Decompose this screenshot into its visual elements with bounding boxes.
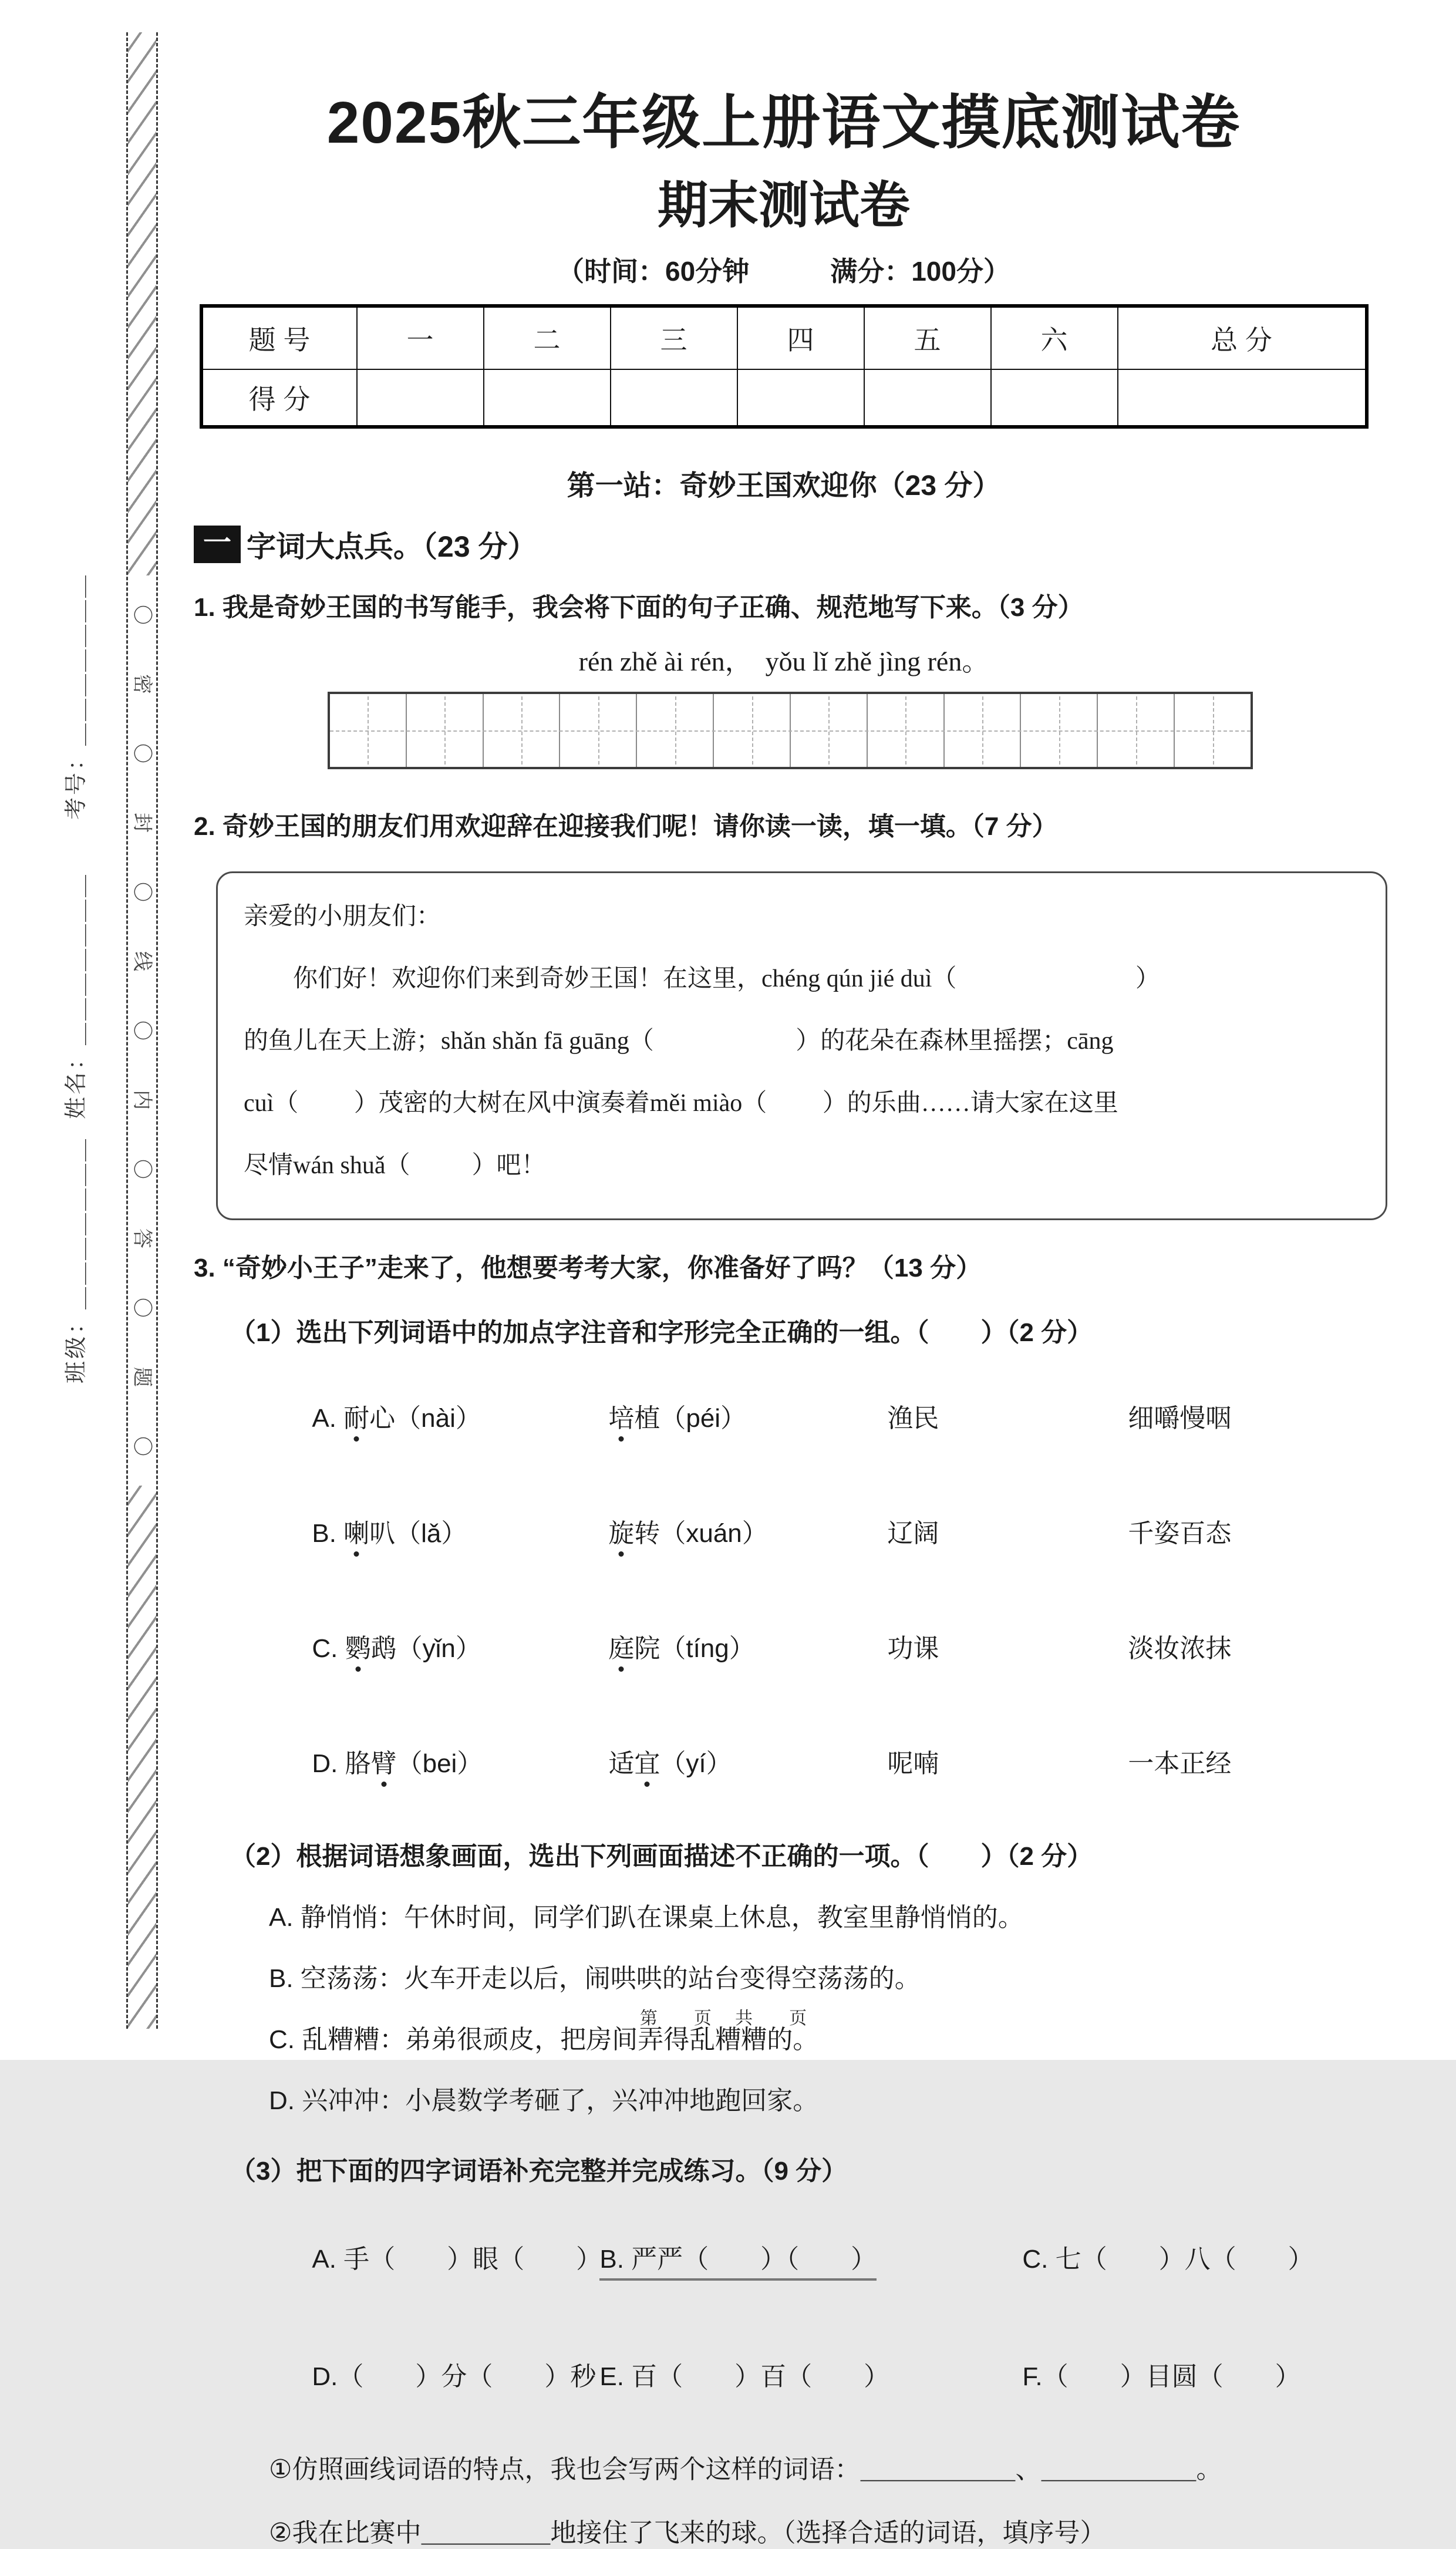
question-3-3: （3）把下面的四字词语补充完整并完成练习。（9 分） (230, 2157, 848, 2186)
seal-char: 内 (131, 1090, 153, 1110)
score-header-cell: 总 分 (1118, 306, 1367, 369)
question-2: 2. 奇妙王国的朋友们用欢迎辞在迎接我们呢！请你读一读，填一填。（7 分） (194, 812, 1058, 841)
seal-char: 答 (131, 1228, 153, 1248)
student-name-label: 姓名：＿＿＿＿＿＿＿ (64, 873, 89, 1120)
writing-cell (407, 694, 484, 767)
choice-row-a (269, 1368, 1374, 1464)
choice-label: C. (312, 1634, 345, 1664)
score-blank-cell (737, 369, 864, 427)
word-char: 适 (608, 1749, 635, 1779)
picture-option-c: C. 乱糟糟：弟弟很顽皮，把房间弄得乱糟糟的。 (269, 2025, 819, 2055)
idiom-row-2 (269, 2326, 1374, 2422)
page-footer: 第 页 共 页 (639, 2009, 817, 2028)
seal-line-text (132, 575, 152, 1486)
exam-content (194, 0, 1374, 2549)
score-header-cell: 三 (611, 306, 737, 369)
word: 呢喃 (887, 1749, 939, 1779)
word-rest: 转（xuán） (634, 1519, 768, 1548)
seal-char: 密 (131, 674, 153, 694)
seal-hatch-top (128, 32, 156, 575)
writing-cell (1098, 694, 1175, 767)
letter-line: 你们好！欢迎你们来到奇妙王国！在这里，chéng qún jié duì（ ） (244, 965, 1160, 992)
word: 功课 (887, 1634, 939, 1664)
writing-cell (945, 694, 1022, 767)
seal-char: 线 (131, 951, 153, 971)
dotted-char: 鹦 (345, 1627, 371, 1665)
writing-cell (1175, 694, 1251, 767)
idiom-blank-c: C. 七（ ）八（ ） (1022, 2245, 1314, 2274)
idiom-blank-e: E. 百（ ）百（ ） (599, 2362, 890, 2392)
writing-cell (868, 694, 945, 767)
picture-option-b: B. 空荡荡：火车开走以后，闹哄哄的站台变得空荡荡的。 (269, 1964, 921, 1994)
section-one-heading (194, 523, 1374, 565)
dotted-char: 臂 (371, 1742, 397, 1780)
writing-cell (714, 694, 791, 767)
picture-option-d: D. 兴冲冲：小晨数学考砸了，兴冲冲地跑回家。 (269, 2086, 819, 2116)
seal-char: 题 (131, 1367, 153, 1387)
picture-option-a: A. 静悄悄：午休时间，同学们趴在课桌上休息，教室里静悄悄的。 (269, 1903, 1024, 1932)
word-rest: 鹉（yǐn） (370, 1634, 481, 1664)
score-header-cell: 六 (991, 306, 1118, 369)
seal-line-strip (126, 32, 158, 2029)
dotted-char: 喇 (343, 1512, 369, 1550)
writing-cell (637, 694, 714, 767)
word: 细嚼慢咽 (1128, 1404, 1232, 1433)
writing-cell (330, 694, 407, 767)
word: 淡妆浓抹 (1128, 1634, 1232, 1664)
dotted-char: 耐 (343, 1397, 369, 1435)
score-row-label: 得 分 (201, 369, 357, 427)
word: 一本正经 (1128, 1749, 1232, 1779)
seal-char: 〇 (131, 1021, 153, 1041)
score-table (200, 304, 1369, 429)
seal-char: 〇 (131, 605, 153, 625)
seal-char: 〇 (131, 1159, 153, 1179)
dotted-char: 庭 (608, 1627, 634, 1665)
question-3-1: （1）选出下列词语中的加点字注音和字形完全正确的一组。（ ）（2 分） (230, 1318, 1093, 1348)
question-1: 1. 我是奇妙王国的书写能手，我会将下面的句子正确、规范地写下来。（3 分） (194, 593, 1084, 622)
choice-row-b (269, 1483, 1374, 1579)
choice-label: A. (312, 1404, 344, 1433)
dotted-char: 培 (608, 1397, 634, 1435)
letter-salutation: 亲爱的小朋友们： (244, 903, 441, 930)
seal-char: 〇 (131, 882, 153, 902)
idiom-blank-f: F.（ ）目圆（ ） (1022, 2362, 1301, 2392)
writing-cell (1021, 694, 1098, 767)
page-subtitle: 期末测试卷 (658, 177, 910, 234)
question-3: 3. “奇妙小王子”走来了，他想要考考大家，你准备好了吗？（13 分） (194, 1253, 982, 1282)
word-rest: （yí） (660, 1749, 732, 1779)
word: 辽阔 (887, 1519, 939, 1548)
word-rest: 叭（lǎ） (369, 1519, 467, 1548)
seal-hatch-bottom (128, 1486, 156, 2029)
letter-line: 尽情wán shuǎ（ ）吧！ (244, 1151, 546, 1179)
idiom-blank-d: D.（ ）分（ ）秒 (312, 2362, 596, 2392)
score-header-cell: 题 号 (201, 306, 357, 369)
score-blank-cell (1118, 369, 1367, 427)
word: 渔民 (887, 1404, 939, 1433)
score-header-cell: 五 (864, 306, 991, 369)
score-blank-cell (484, 369, 611, 427)
writing-cell (791, 694, 868, 767)
score-table-header-row (201, 306, 1367, 369)
score-header-cell: 二 (484, 306, 611, 369)
choice-label: B. (312, 1519, 344, 1548)
word-rest: 心（nài） (369, 1404, 481, 1433)
page-title: 2025秋三年级上册语文摸底测试卷 (326, 90, 1241, 156)
question-3-2: （2）根据词语想象画面，选出下列画面描述不正确的一项。（ ）（2 分） (230, 1842, 1093, 1871)
seal-char: 封 (131, 813, 153, 833)
seal-char: 〇 (131, 1436, 153, 1456)
letter-line: cuì（ ）茂密的大树在风中演奏着měi miào（ ）的乐曲……请大家在这里 (244, 1089, 1118, 1117)
score-blank-cell (991, 369, 1118, 427)
exam-meta: （时间：60分钟 满分：100分） (557, 256, 1010, 287)
letter-line: 的鱼儿在天上游；shǎn shǎn fā guāng（ ）的花朵在森林里摇摆；cāng (244, 1027, 1114, 1055)
seal-char: 〇 (131, 1298, 153, 1318)
section-title: 字词大点兵。（23 分） (247, 530, 537, 563)
station-heading: 第一站：奇妙王国欢迎你（23 分） (567, 470, 1001, 501)
choice-row-d (269, 1713, 1374, 1809)
section-number-badge: 一 (194, 526, 241, 564)
idiom-row-1 (269, 2208, 1374, 2305)
dotted-char: 旋 (608, 1512, 634, 1550)
question-1-pinyin: rén zhě ài rén， yǒu lǐ zhě jìng rén。 (578, 646, 989, 677)
word: 千姿百态 (1128, 1519, 1232, 1548)
choice-label: D. (312, 1749, 345, 1779)
word-char: 胳 (345, 1749, 371, 1779)
choice-row-c (269, 1598, 1374, 1694)
score-blank-cell (864, 369, 991, 427)
idiom-blank-b-underlined: B. 严严（ ）（ ） (599, 2245, 877, 2281)
seal-char: 〇 (131, 743, 153, 763)
word-rest: （bei） (396, 1749, 483, 1779)
dotted-char: 宜 (634, 1742, 660, 1780)
score-header-cell: 四 (737, 306, 864, 369)
class-label: 班级：＿＿＿＿＿＿＿ (64, 1137, 89, 1384)
idiom-blank-a: A. 手（ ）眼（ ） (312, 2245, 602, 2274)
exam-number-label: 考号：＿＿＿＿＿＿＿ (64, 573, 89, 820)
writing-cell (560, 694, 637, 767)
exercise-1: ①仿照画线词语的特点，我也会写两个这样的词语：＿＿＿＿＿＿、＿＿＿＿＿＿。 (269, 2455, 1222, 2484)
welcome-letter-box (216, 871, 1387, 1220)
exercise-2: ②我在比赛中＿＿＿＿＿地接住了飞来的球。（选择合适的词语，填序号） (269, 2518, 1106, 2548)
score-table-score-row (201, 369, 1367, 427)
writing-cell (484, 694, 561, 767)
score-header-cell: 一 (357, 306, 484, 369)
writing-grid (328, 692, 1253, 769)
word-rest: 院（tíng） (634, 1634, 755, 1664)
word-rest: 植（péi） (634, 1404, 747, 1433)
score-blank-cell (357, 369, 484, 427)
score-blank-cell (611, 369, 737, 427)
